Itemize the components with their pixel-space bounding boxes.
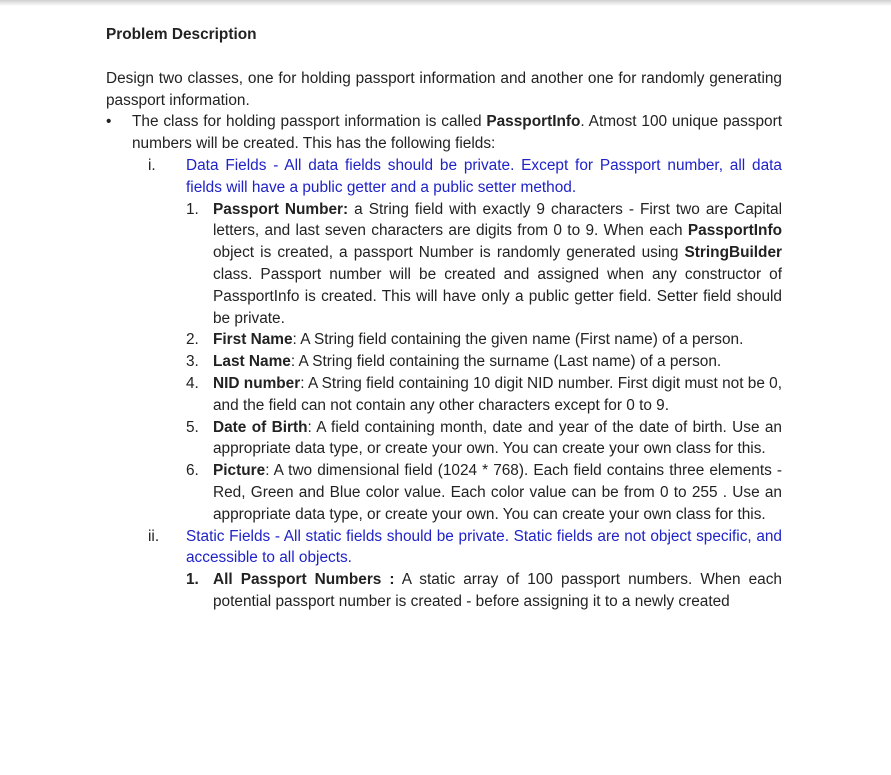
field-label: Picture <box>213 462 266 480</box>
field-text: object is created, a passport Number is randomly generated using <box>213 244 685 262</box>
field-bold: PassportInfo <box>687 222 782 240</box>
field-text: : A String field containing 10 digit NID number. First digit must not be 0, and the field can not contain any other characters except for 0 to 9. <box>213 374 782 414</box>
field-label: Date of Birth <box>213 418 308 436</box>
field-first-name <box>106 329 782 351</box>
field-bold: StringBuilder <box>684 244 782 262</box>
static-fields-heading: Static Fields - All static fields should be private. Static fields are not object specific, and accessible to all objects. <box>186 527 782 567</box>
intro-paragraph: Design two classes, one for holding passport information and another one for randomly generating passport information. <box>106 69 782 109</box>
field-last-name <box>106 351 782 373</box>
list-number: 6. <box>186 462 199 480</box>
bullet-text-2: . Atmost 100 unique passport numbers will be created. This has the following fields: <box>132 113 782 153</box>
field-text: a String field with exactly 9 characters - First two are Capital letters, and last seven characters are digits from 0 to 9. When each <box>213 200 782 240</box>
field-text: : A field containing month, date and year of the date of birth. Use an appropriate data type, or create your own. You can create your own class for this. <box>213 418 782 458</box>
field-text: A static array of 100 passport numbers. When each potential passport number is created - before assigning it to a newly created <box>213 571 782 610</box>
list-number: 3. <box>186 353 199 371</box>
section-static-fields <box>106 526 782 570</box>
roman-marker-ii: ii. <box>148 527 160 545</box>
field-text: : A String field containing the given name (First name) of a person. <box>292 331 744 349</box>
bullet-text-1: The class for holding passport information is called <box>132 113 487 131</box>
page-title: Problem Description <box>106 26 257 43</box>
list-number: 2. <box>186 331 199 349</box>
page-top-shadow <box>0 0 891 6</box>
list-number: 1. <box>186 571 199 589</box>
field-picture <box>106 460 782 525</box>
field-text: : A two dimensional field (1024 * 768). Each field contains three elements - Red, Green and Blue color value. Each color value can be from 0 to 255 . Use an appropriate data type, or create your own. You can create your own class for this. <box>213 462 782 523</box>
field-text: class. Passport number will be created and assigned when any constructor of PassportInfo is created. This will have only a public getter field. Setter field should be private. <box>213 265 782 327</box>
field-label: Last Name <box>213 353 291 371</box>
section-data-fields <box>106 155 782 199</box>
field-date-of-birth <box>106 417 782 461</box>
list-number: 4. <box>186 374 199 392</box>
list-number: 5. <box>186 418 199 436</box>
static-field-all-passport-numbers <box>106 569 782 613</box>
field-nid-number <box>106 373 782 417</box>
field-text: : A String field containing the surname (Last name) of a person. <box>290 353 722 371</box>
field-label: NID number <box>213 374 301 392</box>
field-label: All Passport Numbers : <box>213 571 395 589</box>
document-page <box>106 24 782 613</box>
class-name-passportinfo: PassportInfo <box>486 113 581 131</box>
field-label: First Name <box>213 331 293 349</box>
bullet-passportinfo <box>106 111 782 155</box>
roman-marker-i: i. <box>148 156 156 174</box>
data-fields-heading: Data Fields - All data fields should be private. Except for Passport number, all data fields will have a public getter and a public setter method. <box>186 156 782 196</box>
bullet-marker: • <box>106 113 112 131</box>
list-number: 1. <box>186 200 199 218</box>
field-passport-number <box>106 199 782 330</box>
field-label: Passport Number: <box>213 200 349 218</box>
